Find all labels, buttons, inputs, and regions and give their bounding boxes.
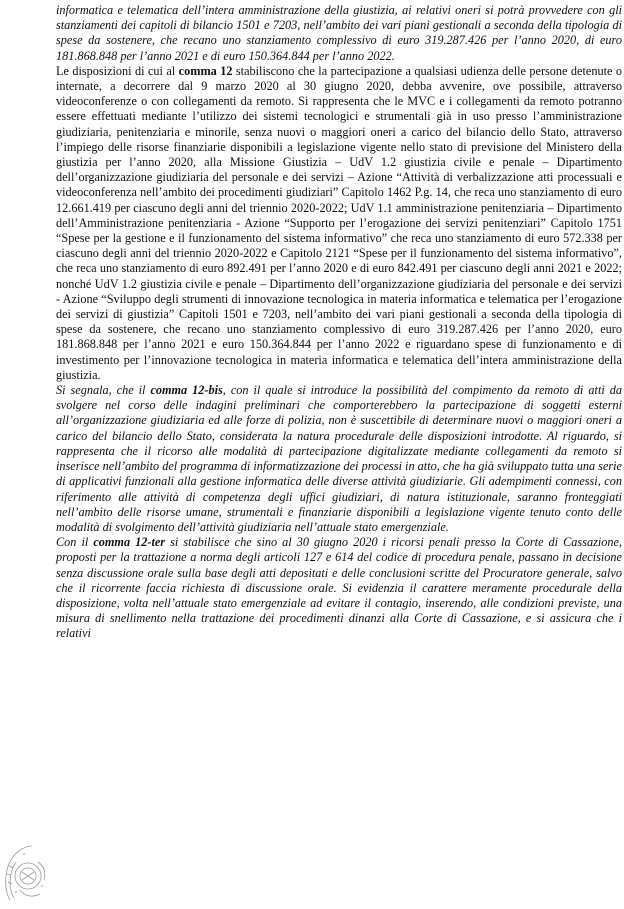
paragraph-1 — [56, 3, 622, 64]
paragraph-4-body: si stabilisce che sino al 30 giugno 2020 i ricorsi penali presso la Corte di Cassazione, proposti per la trattazione a norma degli articoli 127 e 614 del codice di procedura penale, passano in decisione senza discussione orale sulla base degli atti depositati e delle conclusioni scritte del Procuratore generale, salvo che il ricorrente faccia richiesta di discussione orale. Si evidenzia il carattere meramente procedurale della disposizione, volta nell’attuale stato emergenziale ad evitare il contagio, inserendo, alle condizioni previste, una misura di snellimento nella trattazione dei procedimenti dinanzi alla Corte di Cassazione, e si assicura che i relativi — [56, 535, 623, 641]
paragraph-2 — [56, 64, 622, 383]
paragraph-3-lead: Si segnala, che il — [56, 383, 151, 398]
paragraph-4-lead: Con il — [56, 535, 94, 550]
official-seal-icon — [2, 842, 58, 904]
paragraph-2-comma-ref: comma 12 — [178, 63, 233, 78]
paragraph-3-body: , con il quale si introduce la possibilità del compimento da remoto di atti da svolgere nel corso delle indagini preliminari che comporterebbero la partecipazione di soggetti esterni all’organizzazione giudiziaria ed alle forze di polizia, non è suscettibile di determinare nuovi o maggiori oneri a carico del bilancio dello Stato, considerata la natura procedurale delle disposizioni introdotte. Al riguardo, si rappresenta che il ricorso alle modalità di partecipazione digitalizzate mediante collegamenti da remoto si inserisce nell’ambito del programma di informatizzazione dei processi in atto, che ha già sviluppato tutta una serie di applicativi funzionali alla gestione informatica delle diverse attività giudiziarie. Gli adempimenti connessi, con riferimento alle attività di competenza degli uffici giudiziari, di natura istituzionale, saranno fronteggiati nell’ambito delle risorse umane, strumentali e finanziarie disponibili a legislazione vigente tenuto conto delle modalità di svolgimento dell’attività giudiziaria nell’attuale stato emergenziale. — [56, 383, 622, 534]
document-page — [56, 3, 622, 642]
paragraph-3 — [56, 383, 622, 535]
paragraph-4-comma-ref: comma 12-ter — [93, 535, 166, 550]
official-seal-graphic — [2, 842, 58, 904]
paragraph-3-comma-ref: comma 12-bis — [150, 383, 223, 398]
paragraph-1-text: informatica e telematica dell’intera amministrazione della giustizia, ai relativi oneri si potrà provvedere con gli stanziamenti dei capitoli di bilancio 1501 e 7203, nell’ambito dei vari piani gestionali a seconda della tipologia di spese da sostenere, che recano uno stanziamento complessivo di euro 319.287.426 per l’anno 2020, di euro 181.868.848 per l’anno 2021 e di euro 150.364.844 per l’anno 2022. — [56, 3, 622, 63]
paragraph-4 — [56, 535, 622, 641]
paragraph-2-body: stabiliscono che la partecipazione a qualsiasi udienza delle persone detenute o internate, a decorrere dal 9 marzo 2020 al 30 giugno 2020, debba avvenire, ove possibile, attraverso videoconferenze o con collegamenti da remoto. Si rappresenta che le MVC e i collegamenti da remoto potranno essere effettuati mediante l’utilizzo dei sistemi tecnologici e strumentali già in uso presso l’amministrazione giudiziaria, penitenziaria e minorile, senza nuovi o maggiori oneri a carico del bilancio dello Stato, attraverso l’impiego delle risorse finanziarie disponibili a legislazione vigente nello stato di previsione del Ministero della giustizia per l’anno 2020, alla Missione Giustizia – UdV 1.2 giustizia civile e penale – Dipartimento dell’organizzazione giudiziaria del personale e dei servizi – Azione “Attività di verbalizzazione atti processuali e videoconferenza nell’ambito dei procedimenti giudiziari” Capitolo 1462 P.g. 14, che reca uno stanziamento di euro 12.661.419 per ciascuno degli anni del triennio 2020-2022; UdV 1.1 amministrazione penitenziaria – Dipartimento dell’Amministrazione penitenziaria - Azione “Supporto per l’erogazione dei servizi penitenziari” Capitolo 1751 “Spese per la gestione e il funzionamento del sistema informativo” che reca uno stanziamento di euro 572.338 per ciascuno degli anni del triennio 2020-2022 e Capitolo 2121 “Spese per il funzionamento del sistema informativo”, che reca uno stanziamento di euro 892.491 per l’anno 2020 e di euro 842.491 per ciascuno degli anni 2021 e 2022; nonché UdV 1.2 giustizia civile e penale – Dipartimento dell’organizzazione giudiziaria del personale e dei servizi - Azione “Sviluppo degli strumenti di innovazione tecnologica in materia informatica e telematica per l’erogazione dei servizi di giustizia” Capitoli 1501 e 7203, nell’ambito dei vari piani gestionali a seconda della tipologia di spese da sostenere, che recano uno stanziamento complessivo di euro 319.287.426 per l’anno 2020, euro 181.868.848 per l’anno 2021 e euro 150.364.844 per l’anno 2022 e riguardano spese di funzionamento e di investimento per l’innovazione tecnologica in materia informatica e telematica dell’intera amministrazione della giustizia. — [56, 63, 622, 382]
paragraph-2-lead: Le disposizioni di cui al — [56, 63, 179, 78]
